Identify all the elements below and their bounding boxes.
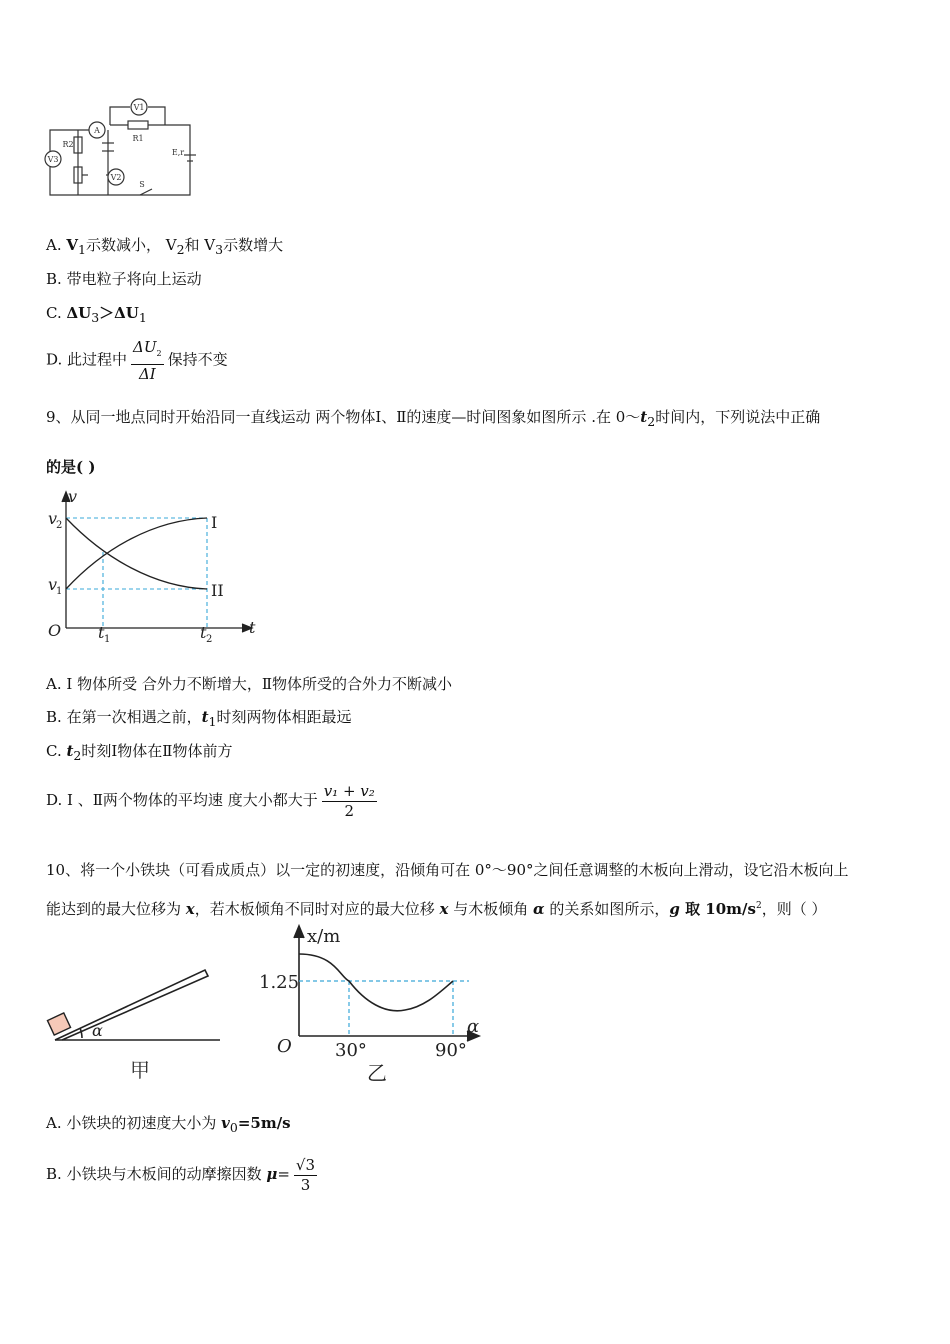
subscript: 1: [78, 242, 86, 257]
stem-var: g: [669, 900, 680, 918]
subscript: 3: [91, 310, 100, 325]
stem-var: α: [533, 900, 545, 918]
stem-text: 时间内，下列说法中正确: [655, 408, 821, 426]
option-text: 时刻两物体相距最远: [216, 708, 352, 726]
stem-text: 能达到的最大位移为: [46, 900, 186, 918]
fraction-denominator: 2: [344, 802, 355, 820]
superscript: 2: [755, 901, 762, 911]
q10-option-b[interactable]: [46, 1152, 321, 1196]
subscript: 3: [215, 242, 224, 257]
q9-option-b[interactable]: [46, 707, 351, 732]
t1-sub: 1: [104, 634, 111, 645]
fraction-numerator: v₁ + v₂: [323, 782, 375, 800]
q9-stem-line1: [46, 407, 820, 432]
t2-label: t: [200, 623, 207, 642]
option-var: v: [221, 1114, 230, 1132]
stem-text: 取 10m/s: [679, 900, 756, 918]
option-prefix: A.: [46, 236, 67, 254]
angle-label: α: [92, 1021, 103, 1040]
stem-var: x: [185, 900, 195, 918]
subscript: 1: [138, 310, 147, 325]
q9-option-d[interactable]: [46, 780, 381, 820]
option-var: μ: [266, 1165, 278, 1183]
origin-label: O: [277, 1036, 292, 1057]
fraction-denominator: ΔI: [138, 365, 156, 383]
circuit-label: E,r: [171, 148, 185, 157]
option-prefix: C.: [46, 304, 67, 322]
v1-sub: 1: [56, 586, 63, 597]
option-prefix: A.: [46, 1114, 67, 1132]
incline-figure: [40, 960, 230, 1085]
stem-text: 9、从同一地点同时开始沿同一直线运动 两个物体Ⅰ、Ⅱ的速度—时间图象如图所示 .在 0～: [46, 408, 641, 426]
circuit-diagram: [40, 95, 200, 205]
option-prefix: C.: [46, 742, 67, 760]
subscript: 2: [73, 748, 82, 763]
option-prefix: B.: [46, 708, 67, 726]
option-text: 此过程中: [67, 350, 128, 369]
q10-stem-line1: 10、将一个小铁块（可看成质点）以一定的初速度，沿倾角可在 0°～90°之间任意调整的木板向上滑动，设它沿木板向上: [46, 861, 849, 879]
option-text: 和 V: [184, 236, 216, 254]
iron-block: [47, 1013, 70, 1035]
option-text: =: [277, 1165, 290, 1183]
x-alpha-graph: [255, 922, 495, 1087]
fraction-numerator: √3: [295, 1156, 316, 1174]
option-var: t: [201, 708, 209, 726]
option-text: 示数减小， V: [85, 236, 177, 254]
option-prefix: A.: [46, 675, 67, 693]
stem-var: x: [439, 900, 449, 918]
x90-label: 90°: [435, 1040, 467, 1061]
fraction: [294, 1156, 317, 1194]
q10-option-a[interactable]: [46, 1113, 291, 1138]
circuit-label: R1: [132, 134, 144, 143]
circuit-label: S: [139, 180, 145, 189]
option-prefix: D.: [46, 791, 68, 809]
option-prefix: D.: [46, 350, 68, 369]
origin-label: O: [48, 621, 62, 640]
option-text: 小铁块的初速度大小为: [66, 1114, 222, 1132]
stem-text: ，则（ ）: [761, 900, 827, 918]
fraction: [322, 782, 377, 820]
axis-t-label: t: [249, 618, 256, 637]
q8-option-a[interactable]: [46, 235, 283, 260]
q10-stem-line2: [46, 896, 826, 919]
q9-option-a[interactable]: [46, 674, 452, 694]
option-var: t: [66, 742, 74, 760]
fraction: [131, 338, 164, 383]
curve-i: [66, 518, 207, 589]
option-prefix: B.: [46, 1165, 67, 1183]
option-text: Ⅰ 物体所受 合外力不断增大，Ⅱ物体所受的合外力不断减小: [66, 675, 453, 693]
fraction-denominator: 3: [300, 1176, 311, 1194]
stem-text: 与木板倾角: [448, 900, 534, 918]
option-prefix: B.: [46, 270, 67, 288]
option-text: ΔU: [66, 304, 92, 322]
subscript: 2: [647, 414, 656, 429]
curve-ii: [66, 518, 207, 589]
curve-ii-label: II: [211, 581, 224, 600]
subscript: 2: [176, 242, 185, 257]
subscript: 1: [208, 714, 217, 729]
option-text: 在第一次相遇之前，: [66, 708, 202, 726]
option-text: 示数增大: [223, 236, 284, 254]
stem-text: ，若木板倾角不同时对应的最大位移: [194, 900, 440, 918]
option-text: 时刻Ⅰ物体在Ⅱ物体前方: [81, 742, 233, 760]
subscript: 2: [156, 349, 162, 358]
curve-i-label: I: [211, 513, 218, 532]
vt-graph: [44, 488, 274, 646]
y-value-label: 1.25: [259, 972, 300, 993]
q8-option-c[interactable]: [46, 303, 147, 328]
subscript: 0: [229, 1120, 238, 1135]
q8-option-d[interactable]: [46, 338, 228, 383]
option-text: 保持不变: [167, 350, 228, 369]
circuit-label: V2: [110, 173, 122, 182]
v2-sub: 2: [56, 520, 63, 531]
t2-sub: 2: [206, 634, 213, 645]
q9-stem-line2: 的是( ): [46, 458, 96, 476]
q9-option-c[interactable]: [46, 741, 233, 766]
fraction-numerator: ΔU: [133, 338, 157, 356]
option-text: ＞ΔU: [99, 304, 139, 322]
circuit-label: V3: [47, 155, 59, 164]
circuit-label: R2: [62, 140, 74, 149]
x-axis-label: α: [467, 1016, 480, 1037]
circuit-label: A: [94, 126, 100, 135]
option-text: Ⅰ 、Ⅱ两个物体的平均速 度大小都大于: [67, 791, 318, 809]
circuit-label: V1: [133, 103, 145, 112]
option-text: V: [66, 236, 79, 254]
t1-label: t: [98, 623, 105, 642]
option-text: =5m/s: [237, 1114, 291, 1132]
y-axis-label: x/m: [307, 926, 341, 947]
option-text: 带电粒子将向上运动: [66, 270, 202, 288]
x-alpha-curve: [299, 954, 453, 1011]
q8-option-b[interactable]: [46, 269, 202, 289]
x30-label: 30°: [335, 1040, 367, 1061]
option-text: 小铁块与木板间的动摩擦因数: [66, 1165, 267, 1183]
v1-label: v: [48, 575, 58, 594]
figure-caption-yi: 乙: [367, 1061, 387, 1085]
axis-v-label: v: [68, 488, 78, 506]
figure-caption-jia: 甲: [130, 1058, 150, 1082]
stem-var: t: [640, 408, 648, 426]
v2-label: v: [48, 509, 58, 528]
stem-text: 的关系如图所示，: [544, 900, 670, 918]
